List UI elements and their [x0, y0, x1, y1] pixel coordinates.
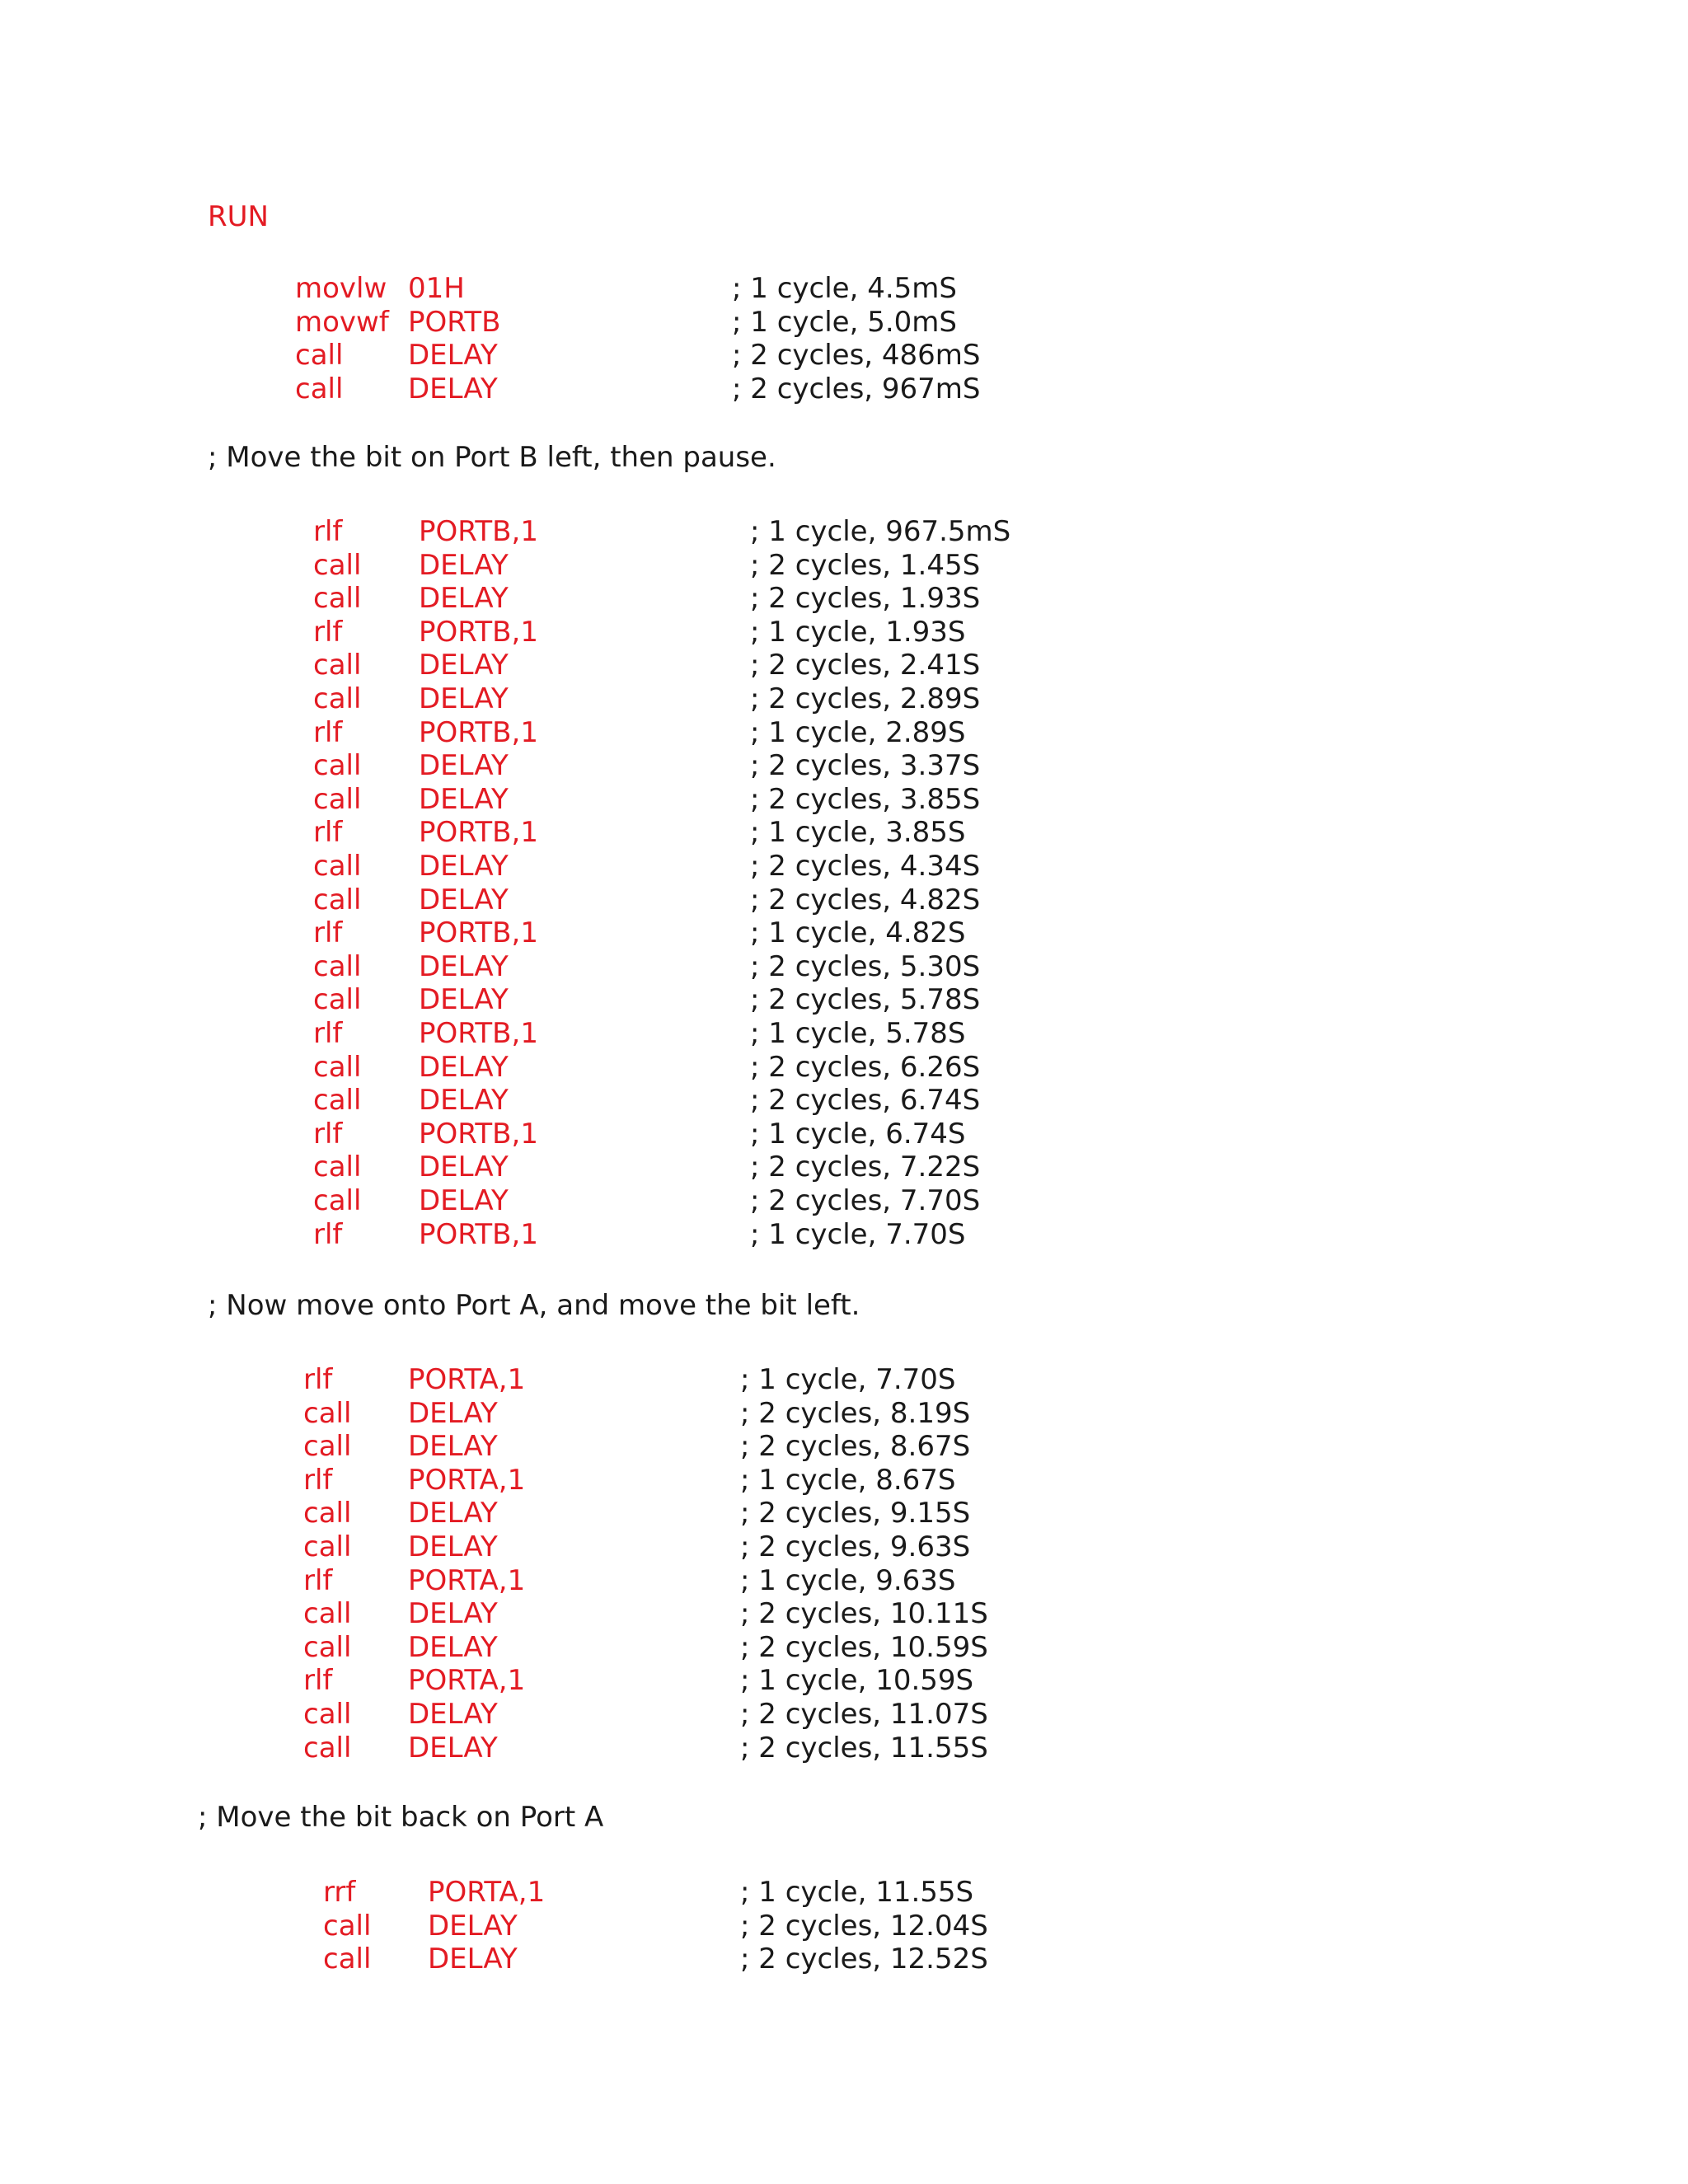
opcode: rlf [303, 1463, 333, 1497]
opcode: call [303, 1396, 352, 1430]
opcode: call [313, 1151, 362, 1184]
opcode: call [303, 1430, 352, 1464]
operand: DELAY [408, 372, 498, 405]
operand: PORTB,1 [419, 615, 538, 649]
opcode: call [303, 1530, 352, 1563]
cycle-comment: ; 2 cycles, 6.26S [750, 1050, 981, 1084]
cycle-comment: ; 2 cycles, 4.34S [750, 850, 981, 883]
cycle-comment: ; 1 cycle, 8.67S [740, 1463, 956, 1497]
opcode: call [313, 850, 362, 883]
opcode: call [313, 649, 362, 682]
cycle-comment: ; 2 cycles, 11.55S [740, 1731, 988, 1765]
operand: PORTB,1 [419, 816, 538, 850]
cycle-comment: ; 2 cycles, 2.41S [750, 649, 981, 682]
opcode: rlf [303, 1363, 333, 1396]
cycle-comment: ; 2 cycles, 9.63S [740, 1530, 971, 1563]
opcode: call [313, 548, 362, 582]
operand: PORTB,1 [419, 916, 538, 950]
operand: PORTB [408, 305, 501, 339]
operand: DELAY [408, 1430, 498, 1464]
operand: DELAY [419, 582, 509, 616]
section-comment: ; Now move onto Port A, and move the bit left. [208, 1289, 860, 1322]
cycle-comment: ; 1 cycle, 6.74S [750, 1117, 966, 1151]
operand: DELAY [419, 782, 509, 816]
opcode: call [303, 1597, 352, 1631]
cycle-comment: ; 2 cycles, 3.85S [750, 782, 981, 816]
cycle-comment: ; 2 cycles, 3.37S [750, 749, 981, 783]
operand: DELAY [419, 749, 509, 783]
cycle-comment: ; 1 cycle, 4.82S [750, 916, 966, 950]
cycle-comment: ; 2 cycles, 4.82S [750, 883, 981, 916]
operand: DELAY [419, 983, 509, 1017]
cycle-comment: ; 2 cycles, 11.07S [740, 1698, 988, 1731]
operand: DELAY [428, 1943, 518, 1976]
opcode: call [313, 682, 362, 715]
operand: DELAY [419, 649, 509, 682]
operand: DELAY [419, 1151, 509, 1184]
opcode: call [313, 949, 362, 983]
cycle-comment: ; 1 cycle, 5.0mS [732, 305, 957, 339]
opcode: call [323, 1909, 372, 1943]
cycle-comment: ; 1 cycle, 7.70S [740, 1363, 956, 1396]
run-label: RUN [208, 200, 269, 233]
opcode: call [313, 983, 362, 1017]
opcode: call [313, 1184, 362, 1217]
opcode: rlf [313, 715, 343, 749]
operand: DELAY [408, 1396, 498, 1430]
opcode: call [313, 782, 362, 816]
cycle-comment: ; 1 cycle, 11.55S [740, 1876, 974, 1909]
opcode: call [303, 1731, 352, 1765]
opcode: rrf [323, 1876, 356, 1909]
operand: PORTB,1 [419, 1217, 538, 1251]
operand: DELAY [408, 1731, 498, 1765]
operand: PORTA,1 [428, 1876, 546, 1909]
operand: DELAY [408, 1597, 498, 1631]
cycle-comment: ; 2 cycles, 9.15S [740, 1497, 971, 1530]
operand: PORTA,1 [408, 1563, 526, 1597]
opcode: call [303, 1497, 352, 1530]
cycle-comment: ; 2 cycles, 1.93S [750, 582, 981, 616]
operand: DELAY [419, 548, 509, 582]
opcode: call [303, 1698, 352, 1731]
operand: PORTB,1 [419, 1017, 538, 1050]
cycle-comment: ; 1 cycle, 2.89S [750, 715, 966, 749]
operand: DELAY [419, 949, 509, 983]
operand: DELAY [419, 1184, 509, 1217]
opcode: call [313, 582, 362, 616]
operand: PORTB,1 [419, 1117, 538, 1151]
operand: DELAY [419, 682, 509, 715]
opcode: rlf [313, 1117, 343, 1151]
cycle-comment: ; 2 cycles, 5.78S [750, 983, 981, 1017]
opcode: call [313, 1050, 362, 1084]
operand: PORTB,1 [419, 515, 538, 548]
cycle-comment: ; 2 cycles, 6.74S [750, 1084, 981, 1118]
cycle-comment: ; 2 cycles, 12.04S [740, 1909, 988, 1943]
opcode: call [295, 372, 344, 405]
cycle-comment: ; 2 cycles, 12.52S [740, 1943, 988, 1976]
cycle-comment: ; 1 cycle, 967.5mS [750, 515, 1011, 548]
opcode: call [313, 749, 362, 783]
operand: DELAY [408, 339, 498, 373]
operand: PORTA,1 [408, 1363, 526, 1396]
operand: DELAY [419, 850, 509, 883]
opcode: call [303, 1630, 352, 1664]
opcode: rlf [303, 1563, 333, 1597]
operand: DELAY [428, 1909, 518, 1943]
opcode: call [295, 339, 344, 373]
opcode: rlf [313, 916, 343, 950]
cycle-comment: ; 1 cycle, 5.78S [750, 1017, 966, 1050]
cycle-comment: ; 2 cycles, 2.89S [750, 682, 981, 715]
cycle-comment: ; 2 cycles, 967mS [732, 372, 981, 405]
cycle-comment: ; 2 cycles, 5.30S [750, 949, 981, 983]
opcode: rlf [313, 816, 343, 850]
opcode: movlw [295, 272, 387, 305]
cycle-comment: ; 2 cycles, 10.11S [740, 1597, 988, 1631]
opcode: rlf [313, 615, 343, 649]
cycle-comment: ; 2 cycles, 486mS [732, 339, 981, 373]
operand: 01H [408, 272, 465, 305]
cycle-comment: ; 2 cycles, 1.45S [750, 548, 981, 582]
operand: DELAY [408, 1698, 498, 1731]
cycle-comment: ; 1 cycle, 10.59S [740, 1664, 974, 1698]
opcode: call [313, 883, 362, 916]
operand: DELAY [419, 1084, 509, 1118]
opcode: rlf [303, 1664, 333, 1698]
cycle-comment: ; 1 cycle, 7.70S [750, 1217, 966, 1251]
operand: PORTA,1 [408, 1664, 526, 1698]
operand: DELAY [419, 883, 509, 916]
section-comment: ; Move the bit back on Port A [198, 1801, 604, 1834]
operand: DELAY [408, 1630, 498, 1664]
opcode: movwf [295, 305, 389, 339]
operand: DELAY [408, 1497, 498, 1530]
cycle-comment: ; 1 cycle, 9.63S [740, 1563, 956, 1597]
cycle-comment: ; 2 cycles, 7.70S [750, 1184, 981, 1217]
section-comment: ; Move the bit on Port B left, then pause. [208, 441, 776, 474]
opcode: call [323, 1943, 372, 1976]
cycle-comment: ; 2 cycles, 7.22S [750, 1151, 981, 1184]
opcode: call [313, 1084, 362, 1118]
cycle-comment: ; 2 cycles, 8.67S [740, 1430, 971, 1464]
cycle-comment: ; 2 cycles, 8.19S [740, 1396, 971, 1430]
cycle-comment: ; 2 cycles, 10.59S [740, 1630, 988, 1664]
opcode: rlf [313, 515, 343, 548]
operand: DELAY [419, 1050, 509, 1084]
cycle-comment: ; 1 cycle, 3.85S [750, 816, 966, 850]
operand: PORTB,1 [419, 715, 538, 749]
opcode: rlf [313, 1017, 343, 1050]
opcode: rlf [313, 1217, 343, 1251]
cycle-comment: ; 1 cycle, 1.93S [750, 615, 966, 649]
operand: DELAY [408, 1530, 498, 1563]
operand: PORTA,1 [408, 1463, 526, 1497]
cycle-comment: ; 1 cycle, 4.5mS [732, 272, 957, 305]
